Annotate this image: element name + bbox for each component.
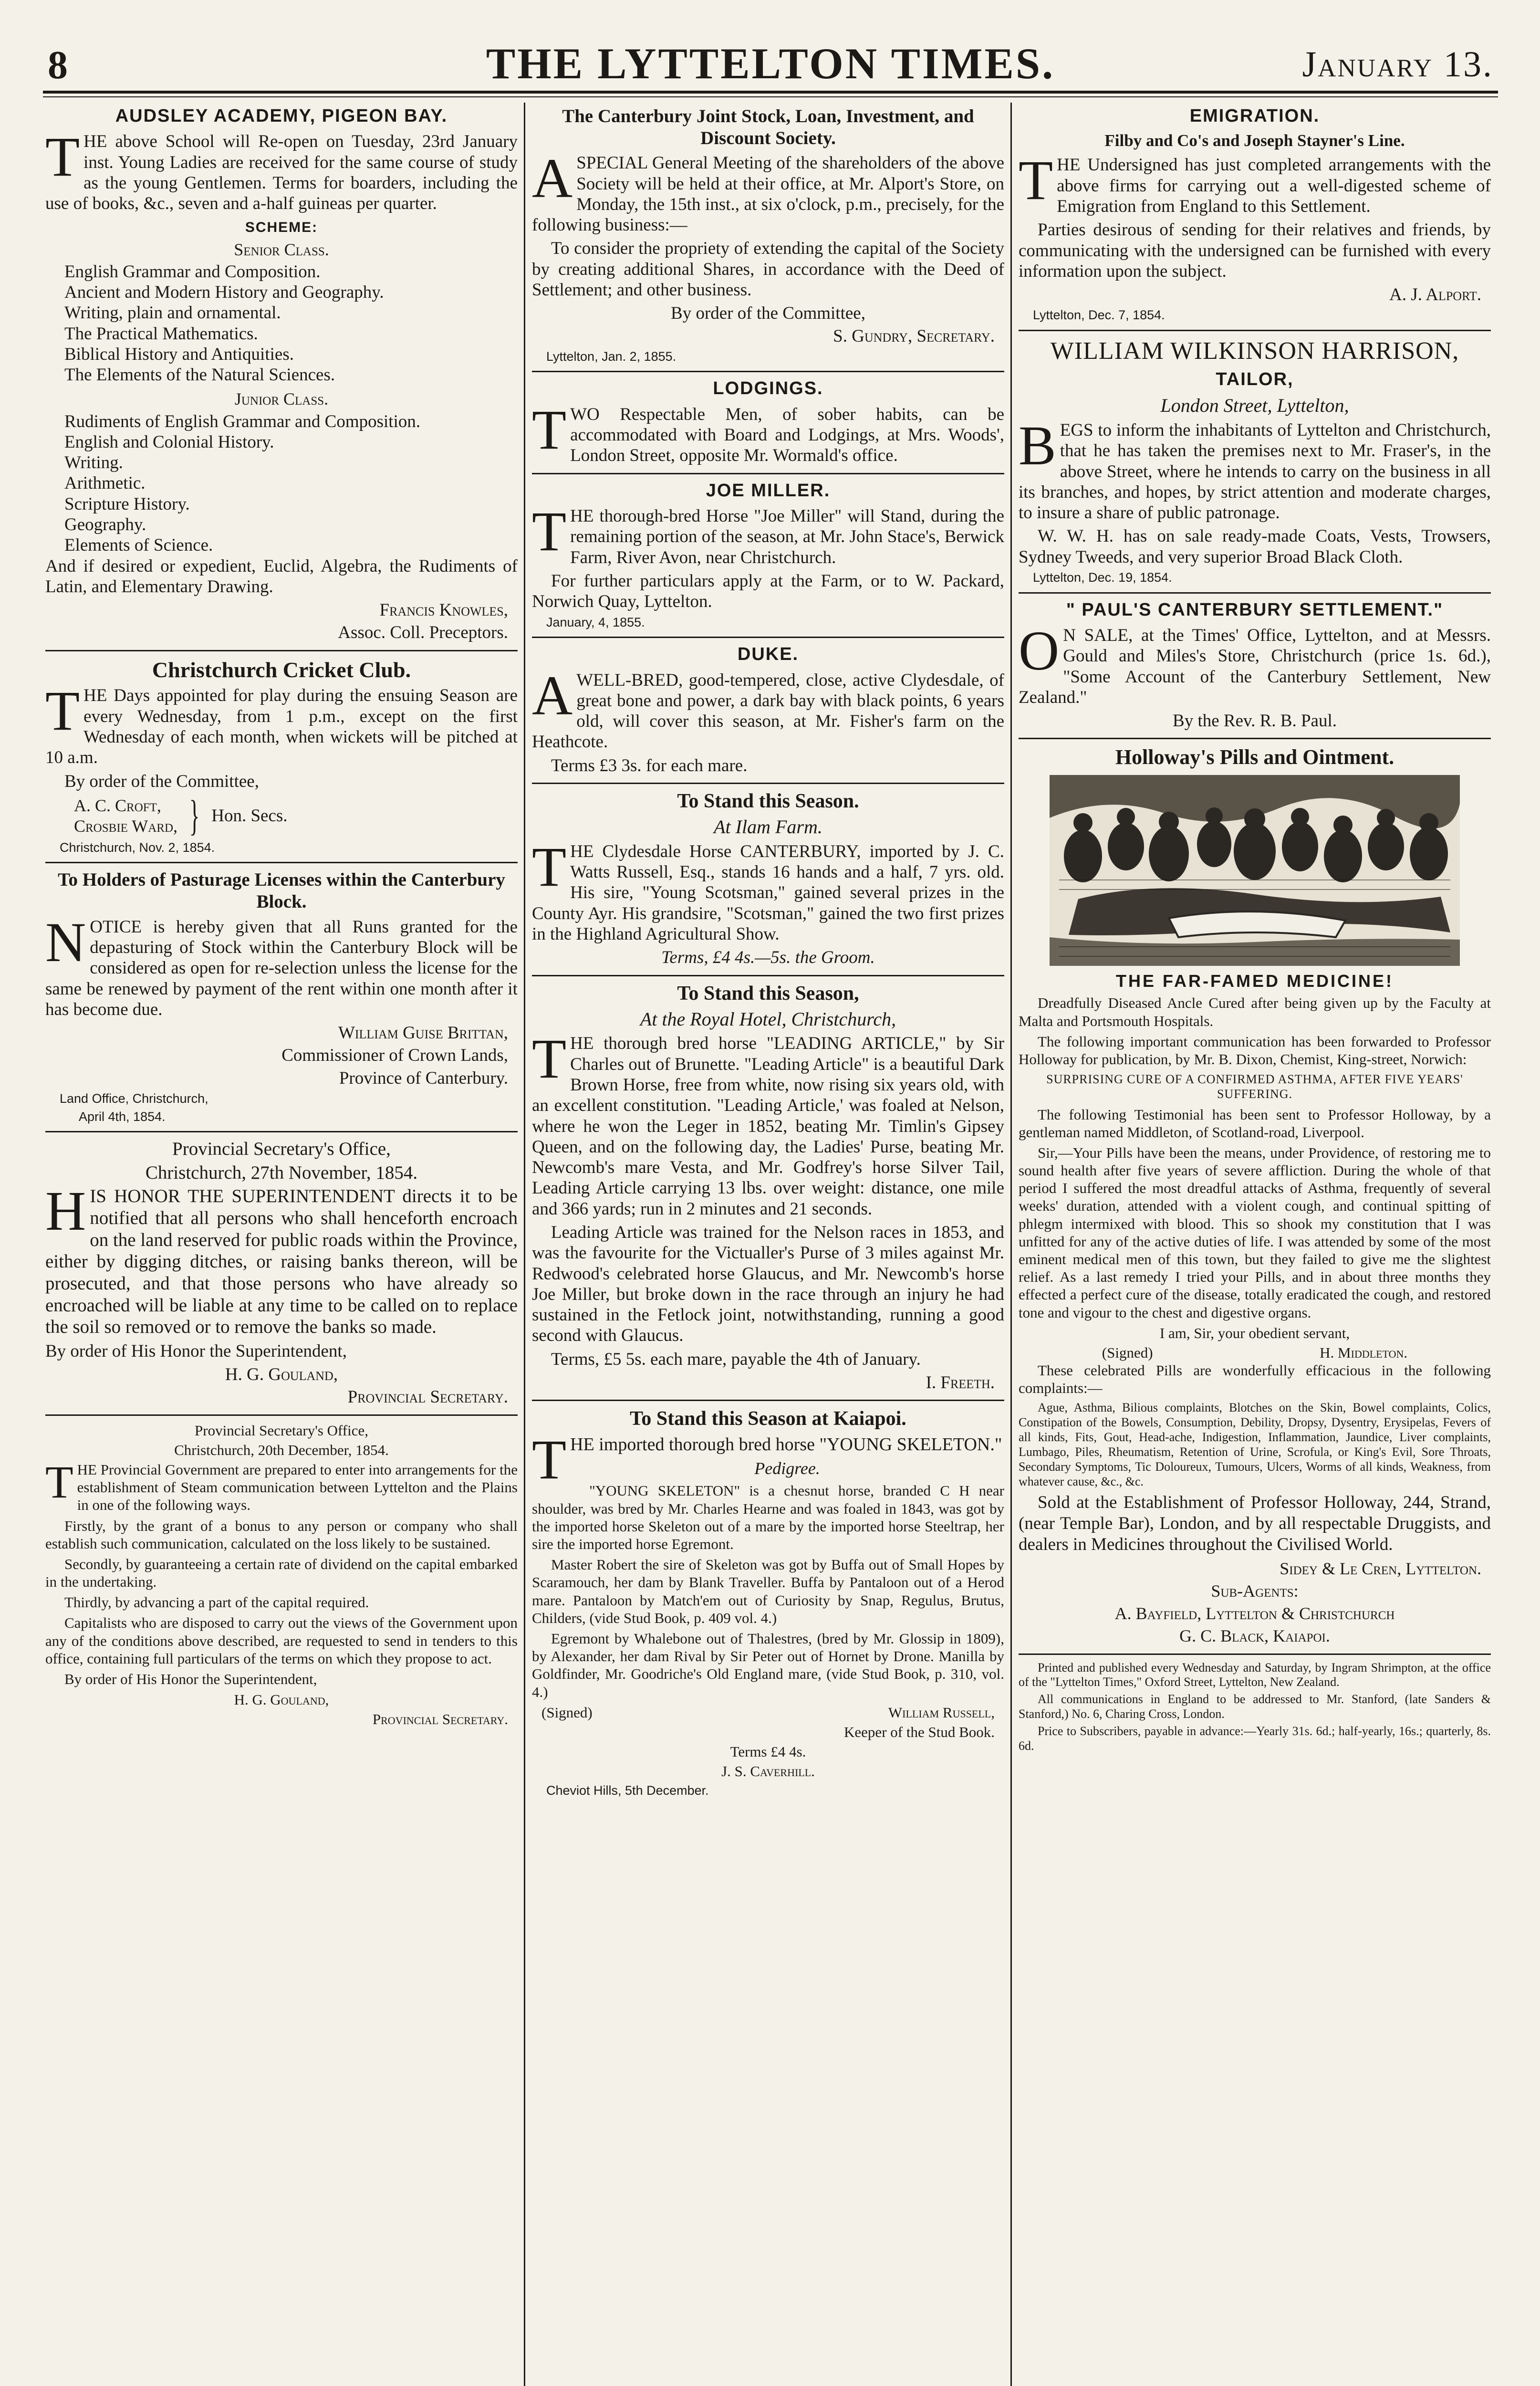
signature: H. Middleton. (1320, 1344, 1408, 1361)
joint-stock-ad (532, 105, 1004, 364)
imprint-text: Printed and published every Wednesday and Saturday, by Ingram Shrimpton, at the office of the "Lyttelton Times," Oxford Street, Lyttelton, New Zealand. (1019, 1660, 1491, 1689)
masthead: THE LYTTELTON TIMES. (486, 39, 1055, 88)
notice-body: Secondly, by guaranteeing a certain rate of dividend on the capital embarked in the undertaking. (45, 1555, 518, 1591)
list-item: English Grammar and Composition. (64, 262, 321, 282)
ad-body: HE above School will Re-open on Tuesday, 23rd January inst. Young Ladies are received for the same course of study as the young Gentlemen. Terms for boarders, including the use of books, &c., seven and a-half guineas per quarter. (45, 132, 518, 214)
divider (1019, 330, 1491, 331)
divider (532, 371, 1004, 372)
signature: A. J. Alport. (1389, 285, 1481, 305)
ad-title: DUKE. (737, 644, 799, 665)
royal-hotel-ad (532, 982, 1004, 1393)
ad-body: HE Clydesdale Horse CANTERBURY, imported by J. C. Watts Russell, Esq., stands 16 hands and a half, 7 yrs. old. His sire, "Young Scotsman," gained several prizes in the County Ayr. His grandsire, "Scotsman," gained the two first prizes in the Highland Agricultural Show. (532, 841, 1004, 944)
imprint-text: Price to Subscribers, payable in advance:—Yearly 31s. 6d.; half-yearly, 16s.; quarterly, 8s. 6d. (1019, 1724, 1491, 1753)
divider (45, 650, 518, 651)
ad-body: The following Testimonial has been sent to Professor Holloway, by a gentleman named Middleton, of Scotland-road, Liverpool. (1019, 1106, 1491, 1141)
list-item: Writing. (64, 453, 123, 473)
notice-heading: Provincial Secretary's Office, (172, 1139, 391, 1160)
ad-title: " PAUL'S CANTERBURY SETTLEMENT." (1066, 599, 1444, 620)
notice-heading: Christchurch, 20th December, 1854. (174, 1441, 389, 1458)
ad-body: "YOUNG SKELETON" is a chesnut horse, branded C H near shoulder, was bred by Mr. Charles Hearne and was foaled in 1843, was got by the imported horse Skeleton out of a mare by the imported horse Steeltrap, her sire the imported horse Egremont. (532, 1482, 1004, 1552)
testimonial-closing: I am, Sir, your obedient servant, (1159, 1324, 1350, 1341)
ad-body: The following important communication has been forwarded to Professor Holloway for publication, by Mr. B. Dixon, Chemist, King-street, Norwich: (1019, 1033, 1491, 1067)
list-item: The Practical Mathematics. (64, 324, 258, 344)
ad-body: HE thorough-bred Horse "Joe Miller" will Stand, during the remaining portion of the season, at Mr. John Stace's, Berwick Farm, River Avon, near Christchurch. (570, 506, 1004, 567)
ad-address: London Street, Lyttelton, (1160, 395, 1349, 417)
signature: Francis Knowles, (379, 600, 508, 620)
complaints-list: Ague, Asthma, Bilious complaints, Blotches on the Skin, Bowel complaints, Colics, Constipation of the Bowels, Consumption, Debility, Dropsy, Dysentry, Erysipelas, Fevers of all kinds, Fits, Gout, Head-ache, Indigestion, Inflammation, Jaundice, Liver complaints, Lumbago, Piles, Rheumatism, Retention of Urine, Scrofula, or King's Evil, Sore Throats, Secondary Symptoms, Tic Doloureux, Tumours, Ulcers, Worms of all kinds, Weakness, from whatever cause, &c., &c. (1019, 1400, 1491, 1489)
ad-body: OTICE is hereby given that all Runs granted for the depasturing of Stock within the Canterbury Block will be considered as open for re-selection unless the license for the same be renewed by payment of the rent within one month after it has become due. (45, 917, 518, 1019)
testimonial-heading: SURPRISING CURE OF A CONFIRMED ASTHMA, AFTER FIVE YEARS' SUFFERING. (1046, 1072, 1463, 1101)
signature-title: Provincial Secretary. (372, 1711, 508, 1728)
list-item: Writing, plain and ornamental. (64, 303, 281, 323)
signed-label: (Signed) (541, 1704, 593, 1721)
imprint (1019, 1661, 1491, 1753)
dateline: Lyttelton, Dec. 19, 1854. (1033, 570, 1172, 585)
notice-heading: Christchurch, 27th November, 1854. (145, 1162, 418, 1183)
notice-body: IS HONOR THE SUPERINTENDENT directs it to be notified that all persons who shall henceforth encroach on the land reserved for public roads within the Province, either by digging ditches, or raising banks thereon, will be prosecuted, and that those persons who have already so encroached will be liable at any time to be called on to replace the soil so removed or to remove the banks so made. (45, 1186, 518, 1338)
agent-name: G. C. Black, Kaiapoi. (1179, 1626, 1330, 1646)
divider (1019, 1653, 1491, 1655)
signature: S. Gundry, Secretary. (833, 326, 995, 346)
ad-title: The Canterbury Joint Stock, Loan, Investment, and Discount Society. (562, 106, 974, 148)
audsley-academy-ad (45, 105, 518, 643)
junior-class-heading: Junior Class. (234, 389, 329, 409)
dateline: Land Office, Christchurch, (60, 1091, 208, 1106)
ad-body: For further particulars apply at the Farm, or to W. Packard, Norwich Quay, Lyttelton. (532, 571, 1004, 612)
dateline: Cheviot Hills, 5th December. (546, 1783, 709, 1798)
steam-communication-notice (45, 1422, 518, 1728)
imprint-text: All communications in England to be addressed to Mr. Stanford, (late Sanders & Stanford,) No. 6, Charing Cross, London. (1019, 1692, 1491, 1721)
notice-body: Thirdly, by advancing a part of the capital required. (64, 1594, 369, 1611)
list-item: Arithmetic. (64, 473, 146, 493)
drop-cap: A (532, 664, 573, 727)
ad-body: Master Robert the sire of Skeleton was got by Buffa out of Small Hopes by Scaramouch, her dam by Blank Traveller. Buffa by Pantaloon out of a Herod mare. Pantaloon by Match'em out of Curiosity by Snap, Regulus, Brutus, Childers, (vide Stud Book, p. 409 vol. 4.) (532, 1556, 1004, 1626)
ad-trade: TAILOR, (1216, 369, 1294, 389)
ad-title: To Holders of Pasturage Licenses within the Canterbury Block. (58, 869, 505, 912)
ad-title: AUDSLEY ACADEMY, PIGEON BAY. (115, 106, 448, 126)
divider (1019, 592, 1491, 594)
divider (532, 975, 1004, 976)
list-item: The Elements of the Natural Sciences. (64, 365, 335, 385)
ad-terms: Terms £3 3s. for each mare. (551, 755, 748, 775)
signature-title: Provincial Secretary. (347, 1387, 508, 1407)
ad-subtitle: At the Royal Hotel, Christchurch, (640, 1008, 896, 1030)
drop-cap: T (532, 500, 567, 563)
ad-body: HE imported thorough bred horse "YOUNG SKELETON." (570, 1434, 1002, 1455)
drop-cap: T (532, 398, 567, 461)
header-rule (43, 91, 1498, 94)
signature-title: Assoc. Coll. Preceptors. (338, 623, 508, 643)
signature: William Guise Brittan, (338, 1023, 508, 1043)
ad-body: Leading Article was trained for the Nelson races in 1853, and was the favourite for the Victualler's Purse of 3 miles against Mr. Redwood's celebrated horse Glaucus, and Mr. Newcomb's horse Joe Miller, but broke down in the race through an injury he had sustained in the Fetlock joint, notwithstanding, running a good second with Glaucus. (532, 1223, 1004, 1346)
dateline: January, 4, 1855. (546, 615, 645, 629)
ad-body: To consider the propriety of extending the capital of the Society by creating additional Shares, in accordance with the Deed of Settlement; and other business. (532, 239, 1004, 300)
ad-body: Dreadfully Diseased Ancle Cured after being given up by the Faculty at Malta and Portsmouth Hospitals. (1019, 994, 1491, 1029)
notice-heading: Provincial Secretary's Office, (195, 1422, 368, 1439)
notice-body: Capitalists who are disposed to carry out the views of the Government upon any of the conditions above described, are requested to send in tenders to this office, containing full particulars of the terms on which they propose to act. (45, 1614, 518, 1667)
drop-cap: O (1019, 619, 1060, 682)
list-item: Biblical History and Antiquities. (64, 344, 294, 364)
ad-title: To Stand this Season, (677, 982, 859, 1005)
signed-label: (Signed) (1102, 1344, 1153, 1361)
column-rule-1 (524, 103, 525, 2386)
duke-ad (532, 644, 1004, 776)
drop-cap: N (45, 910, 86, 973)
ad-title: WILLIAM WILKINSON HARRISON, (1050, 337, 1459, 365)
joe-miller-ad (532, 480, 1004, 630)
ad-title: JOE MILLER. (706, 480, 831, 501)
ad-title: Christchurch Cricket Club. (152, 657, 411, 682)
notice-body: HE Provincial Government are prepared to enter into arrangements for the establishment of Steam communication between Lyttelton and the Plains in one of the following ways. (77, 1461, 518, 1514)
drop-cap: B (1019, 414, 1056, 477)
drop-cap: T (45, 126, 80, 188)
column-rule-2 (1010, 103, 1012, 2386)
ad-author: By the Rev. R. B. Paul. (1173, 711, 1337, 731)
list-item: English and Colonial History. (64, 432, 274, 452)
list-item: Geography. (64, 514, 146, 534)
dateline: Lyttelton, Dec. 7, 1854. (1033, 308, 1165, 323)
signature: I. Freeth. (926, 1372, 995, 1392)
signature: H. G. Gouland, (234, 1691, 329, 1708)
header-rule-thin (43, 96, 1498, 97)
secretary-name: A. C. Croft, (74, 795, 161, 815)
ad-subtitle: Pedigree. (754, 1459, 820, 1478)
ad-body-extra: And if desired or expedient, Euclid, Algebra, the Rudiments of Latin, and Elementary Drawing. (45, 556, 518, 596)
divider (45, 1414, 518, 1416)
emigration-ad (1019, 105, 1491, 323)
lodgings-ad (532, 378, 1004, 466)
list-item: Rudiments of English Grammar and Composition. (64, 411, 421, 431)
dateline: April 4th, 1854. (79, 1109, 166, 1124)
ad-subtitle: THE FAR-FAMED MEDICINE! (1116, 971, 1394, 991)
ad-body: W. W. H. has on sale ready-made Coats, Vests, Trowsers, Sydney Tweeds, and very superior Broad Black Cloth. (1019, 526, 1491, 567)
kaiapoi-ad (532, 1407, 1004, 1799)
signature-title: Keeper of the Stud Book. (844, 1723, 995, 1740)
ad-subtitle: At Ilam Farm. (714, 816, 822, 838)
drop-cap: T (1019, 149, 1053, 212)
ad-title: Holloway's Pills and Ointment. (1115, 745, 1394, 769)
ad-terms: Terms, £4 4s.—5s. the Groom. (661, 948, 875, 968)
tailor-ad (1019, 337, 1491, 586)
notice-body: Firstly, by the grant of a bonus to any person or company who shall establish such communication, calculated on the loss likely to be sustained. (45, 1517, 518, 1552)
order-line: By order of His Honor the Superintendent, (64, 1671, 317, 1688)
brace-glyph: } (189, 792, 200, 839)
hon-secs-label: Hon. Secs. (211, 806, 288, 826)
drop-cap: T (532, 835, 567, 898)
drop-cap: T (45, 1456, 73, 1507)
sub-agents-heading: Sub-Agents: (1211, 1581, 1299, 1601)
signature: H. G. Gouland, (225, 1365, 338, 1385)
ad-terms: Terms £4 4s. (730, 1743, 806, 1760)
ilam-farm-ad (532, 790, 1004, 968)
drop-cap: H (45, 1180, 86, 1243)
ad-body: HE Undersigned has just completed arrangements with the above firms for carrying out a well-digested scheme of Emigration from England to this Settlement. (1057, 155, 1491, 216)
divider (532, 637, 1004, 638)
column-2 (532, 103, 1004, 2386)
scheme-heading: SCHEME: (245, 219, 318, 235)
agent-name: A. Bayfield, Lyttelton & Christchurch (1114, 1604, 1395, 1623)
ad-body: WO Respectable Men, of sober habits, can be accommodated with Board and Lodgings, at Mrs. Woods', London Street, opposite Mr. Wormald's office. (570, 404, 1004, 466)
engraving-illustration (1050, 775, 1460, 966)
drop-cap: T (532, 1027, 567, 1090)
divider (45, 862, 518, 863)
senior-class-heading: Senior Class. (234, 240, 329, 259)
cricket-club-ad (45, 657, 518, 856)
signature-title: Province of Canterbury. (339, 1068, 508, 1088)
superintendent-notice (45, 1138, 518, 1407)
issue-date: January 13. (1302, 44, 1493, 84)
divider (45, 1131, 518, 1132)
ad-terms: Terms, £5 5s. each mare, payable the 4th of January. (551, 1349, 921, 1369)
divider (532, 473, 1004, 474)
ad-title: To Stand this Season at Kaiapoi. (630, 1408, 906, 1430)
drop-cap: T (532, 1428, 567, 1491)
page-header (43, 33, 1498, 91)
order-line: By order of the Committee, (671, 303, 865, 324)
order-line: By order of the Committee, (64, 771, 259, 791)
ad-body: EGS to inform the inhabitants of Lyttelton and Christchurch, that he has taken the premises next to Mr. Fraser's, in the above Street, where he intends to carry on the business in all its branches, and hopes, by strict attention and moderate charges, to insure a share of public patronage. (1019, 420, 1491, 523)
ad-body: HE Days appointed for play during the ensuing Season are every Wednesday, from 1 p.m., except on the first Wednesday of each month, when wickets will be pitched at 10 a.m. (45, 686, 518, 768)
ad-body: These celebrated Pills are wonderfully efficacious in the following complaints:— (1019, 1362, 1491, 1397)
ad-body: Parties desirous of sending for their relatives and friends, by communicating with the undersigned can be furnished with every information upon the subject. (1019, 220, 1491, 281)
page-number: 8 (48, 43, 68, 87)
ad-subtitle: Filby and Co's and Joseph Stayner's Line. (1104, 131, 1405, 150)
ad-body: WELL-BRED, good-tempered, close, active Clydesdale, of great bone and power, a dark bay with black points, 6 years old, will cover this season, at Mr. Fisher's farm on the Heathcote. (532, 670, 1004, 752)
divider (532, 783, 1004, 784)
drop-cap: A (532, 147, 573, 210)
ad-body: Sold at the Establishment of Professor Holloway, 244, Strand, (near Temple Bar), London, and by all respectable Druggists, and dealers in Medicines throughout the Civilised World. (1019, 1492, 1491, 1555)
secretary-name: Crosbie Ward, (74, 816, 178, 836)
ad-body: SPECIAL General Meeting of the shareholders of the above Society will be held at their office, at Mr. Alport's Store, on Monday, the 15th inst., at six o'clock, p.m., precisely, for the following business:— (532, 153, 1004, 235)
signature: J. S. Caverhill. (721, 1763, 815, 1780)
column-1 (45, 103, 518, 2386)
testimonial-body: Sir,—Your Pills have been the means, under Providence, of restoring me to sound health after five years of severe affliction. During the whole of that period I suffered the most dreadful attacks of Asthma, frequently of several weeks' duration, attended with a violent cough, and continual spitting of phlegm intermixed with blood. This so shook my constitution that I was unfitted for any of the active duties of life. I was attended by some of the most eminent medical men of this town, but they failed to give me the slightest relief. As a last remedy I tried your Pills, and in about three months they effected a perfect cure of the disease, totally eradicated the cough, and restored tone and vigour to the chest and digestive organs. (1019, 1144, 1491, 1321)
order-line: By order of His Honor the Superintendent, (45, 1341, 347, 1361)
ad-body: Egremont by Whalebone out of Thalestres, (bred by Mr. Glossip in 1809), by Alexander, her dam Rival by Sir Peter out of Hornet by Drone. Manilla by Goldfinder, Mr. Goodriche's Old England mare, (vide Stud Book, p. 310, vol. 4.) (532, 1630, 1004, 1700)
signature-title: Commissioner of Crown Lands, (281, 1046, 508, 1066)
ad-title: LODGINGS. (713, 378, 823, 399)
signature: William Russell, (888, 1704, 995, 1721)
ad-body: N SALE, at the Times' Office, Lyttelton, and at Messrs. Gould and Miles's Store, Christchurch (price 1s. 6d.), "Some Account of the Canterbury Settlement, New Zealand." (1019, 626, 1491, 707)
ad-title: EMIGRATION. (1189, 106, 1320, 126)
list-item: Ancient and Modern History and Geography. (64, 283, 384, 303)
agent-name: Sidey & Le Cren, Lyttelton. (1280, 1559, 1481, 1578)
ad-body: HE thorough bred horse "LEADING ARTICLE," by Sir Charles out of Brunette. "Leading Article" is a beautiful Dark Brown Horse, free from white, now rising six years old, with an excellent constitution. "Leading Article,' was foaled at Nelson, where he won the Leger in 1852, beating Mr. Timlin's Gipsey Queen, and on the following day, the Ladies' Purse, beating Mr. Newcomb's mare Vesta, and Mr. Godfrey's horse Silver Tail, Leading Article carrying 13 lbs. over weight: distance, one mile and 366 yards; run in 2 minutes and 21 seconds. (532, 1034, 1004, 1219)
list-item: Elements of Science. (64, 535, 213, 555)
drop-cap: T (45, 680, 80, 743)
pauls-settlement-ad (1019, 599, 1491, 732)
dateline: Christchurch, Nov. 2, 1854. (60, 840, 215, 855)
hon-secs-block (74, 792, 518, 839)
holloway-ad (1019, 745, 1491, 1646)
list-item: Scripture History. (64, 494, 190, 514)
divider (532, 1400, 1004, 1401)
pasturage-ad (45, 869, 518, 1124)
ad-title: To Stand this Season. (677, 790, 859, 812)
column-3 (1019, 103, 1491, 2386)
divider (1019, 738, 1491, 739)
dateline: Lyttelton, Jan. 2, 1855. (546, 349, 676, 364)
